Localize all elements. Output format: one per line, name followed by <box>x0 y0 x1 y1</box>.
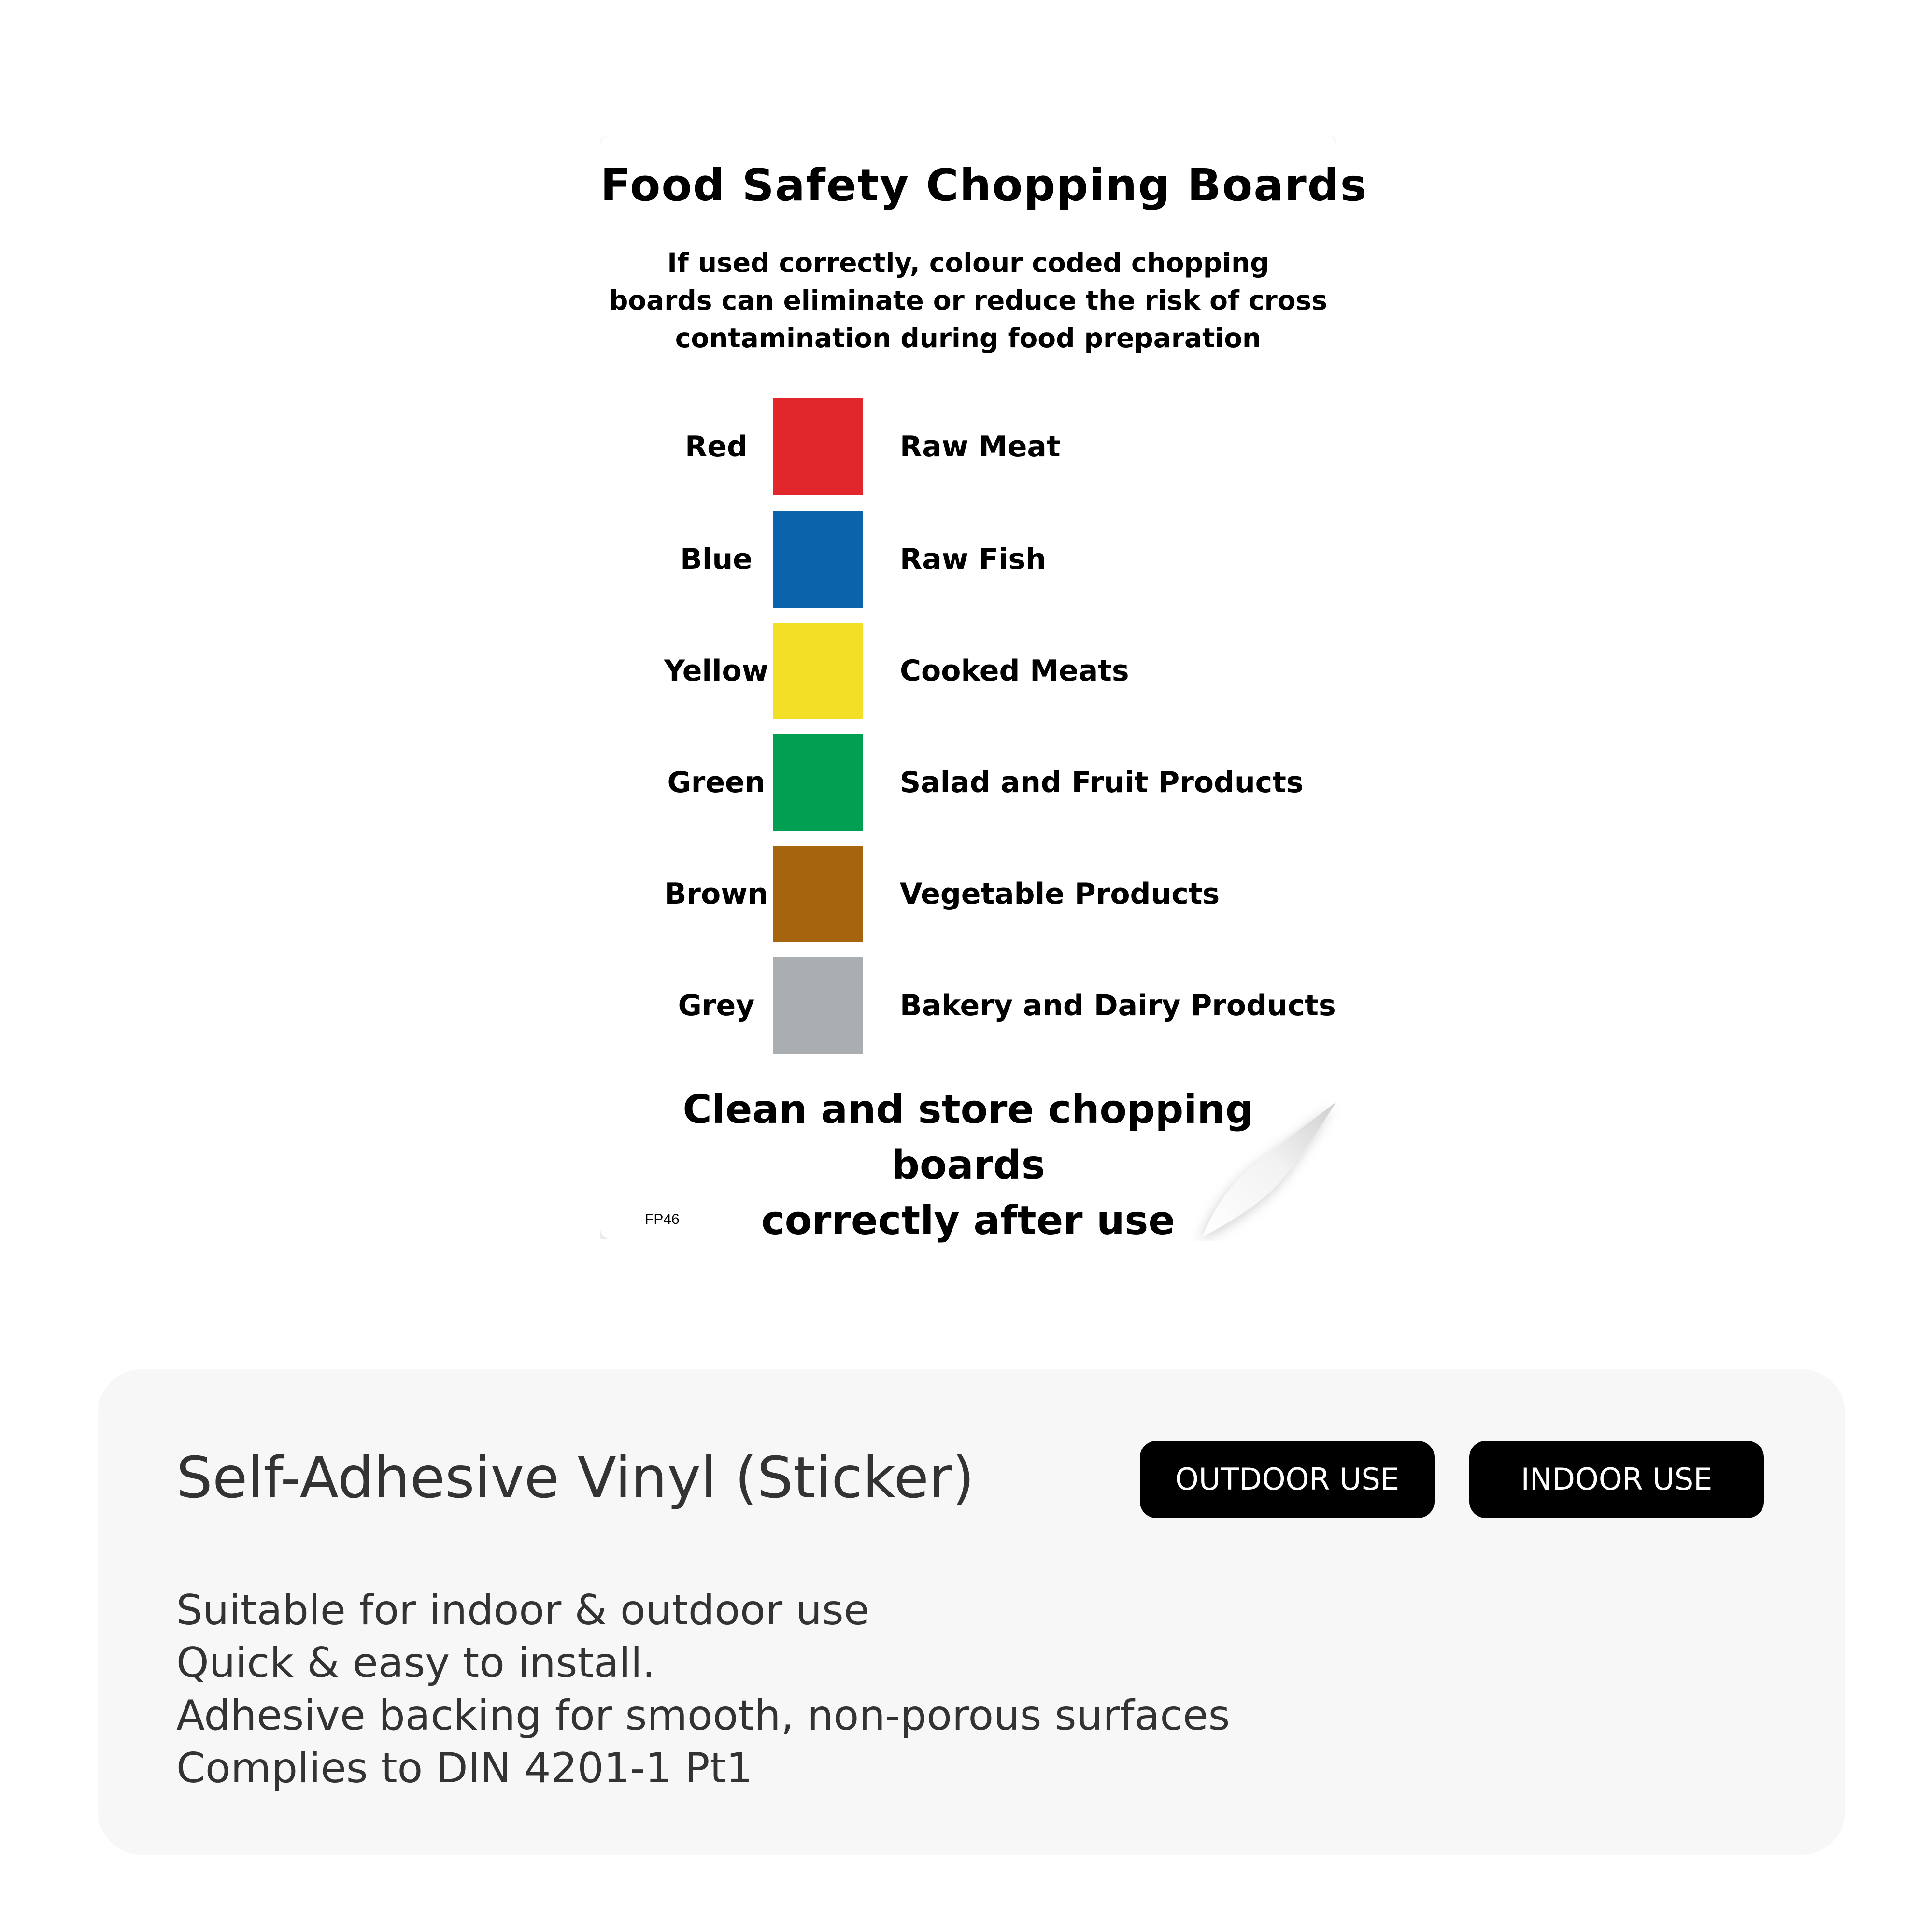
product-title: Self-Adhesive Vinyl (Sticker) <box>176 1444 975 1511</box>
color-swatch <box>773 511 863 608</box>
sign-footer: Clean and store chopping boards correctly after use <box>682 1087 1254 1244</box>
product-code: FP46 <box>645 1211 680 1227</box>
color-name: Blue <box>680 542 753 576</box>
board-row-yellow <box>600 623 1336 719</box>
board-row-blue <box>600 511 1336 608</box>
color-swatch <box>773 846 863 942</box>
color-swatch <box>773 734 863 831</box>
sign-title: Food Safety Chopping Boards <box>600 159 1368 211</box>
feature-item: Adhesive backing for smooth, non-porous surfaces <box>176 1691 1230 1740</box>
color-swatch <box>773 623 863 719</box>
food-category: Bakery and Dairy Products <box>900 989 1336 1023</box>
color-name: Red <box>685 430 748 464</box>
indoor-use-badge: INDOOR USE <box>1469 1441 1764 1518</box>
board-row-red <box>600 398 1336 495</box>
food-category: Vegetable Products <box>900 877 1220 911</box>
color-name: Green <box>667 766 766 799</box>
board-row-green <box>600 734 1336 831</box>
color-swatch <box>773 398 863 495</box>
feature-item: Quick & easy to install. <box>176 1639 655 1687</box>
color-name: Brown <box>664 877 768 911</box>
feature-item: Suitable for indoor & outdoor use <box>176 1586 869 1634</box>
feature-list <box>176 1584 1230 1795</box>
food-category: Cooked Meats <box>900 654 1129 688</box>
outdoor-use-badge: OUTDOOR USE <box>1140 1441 1435 1518</box>
color-name: Grey <box>678 989 755 1023</box>
feature-item: Complies to DIN 4201-1 Pt1 <box>176 1744 753 1792</box>
color-name: Yellow <box>664 654 769 688</box>
food-category: Raw Fish <box>900 542 1046 576</box>
board-row-grey <box>600 957 1336 1054</box>
board-row-brown <box>600 846 1336 942</box>
food-category: Raw Meat <box>900 430 1061 464</box>
sign-subtitle: If used correctly, colour coded chopping boards can eliminate or reduce the risk of cross contamination during food preparation <box>609 247 1328 354</box>
color-swatch <box>773 957 863 1054</box>
food-category: Salad and Fruit Products <box>900 766 1304 799</box>
page-curl-icon <box>1192 1087 1342 1241</box>
